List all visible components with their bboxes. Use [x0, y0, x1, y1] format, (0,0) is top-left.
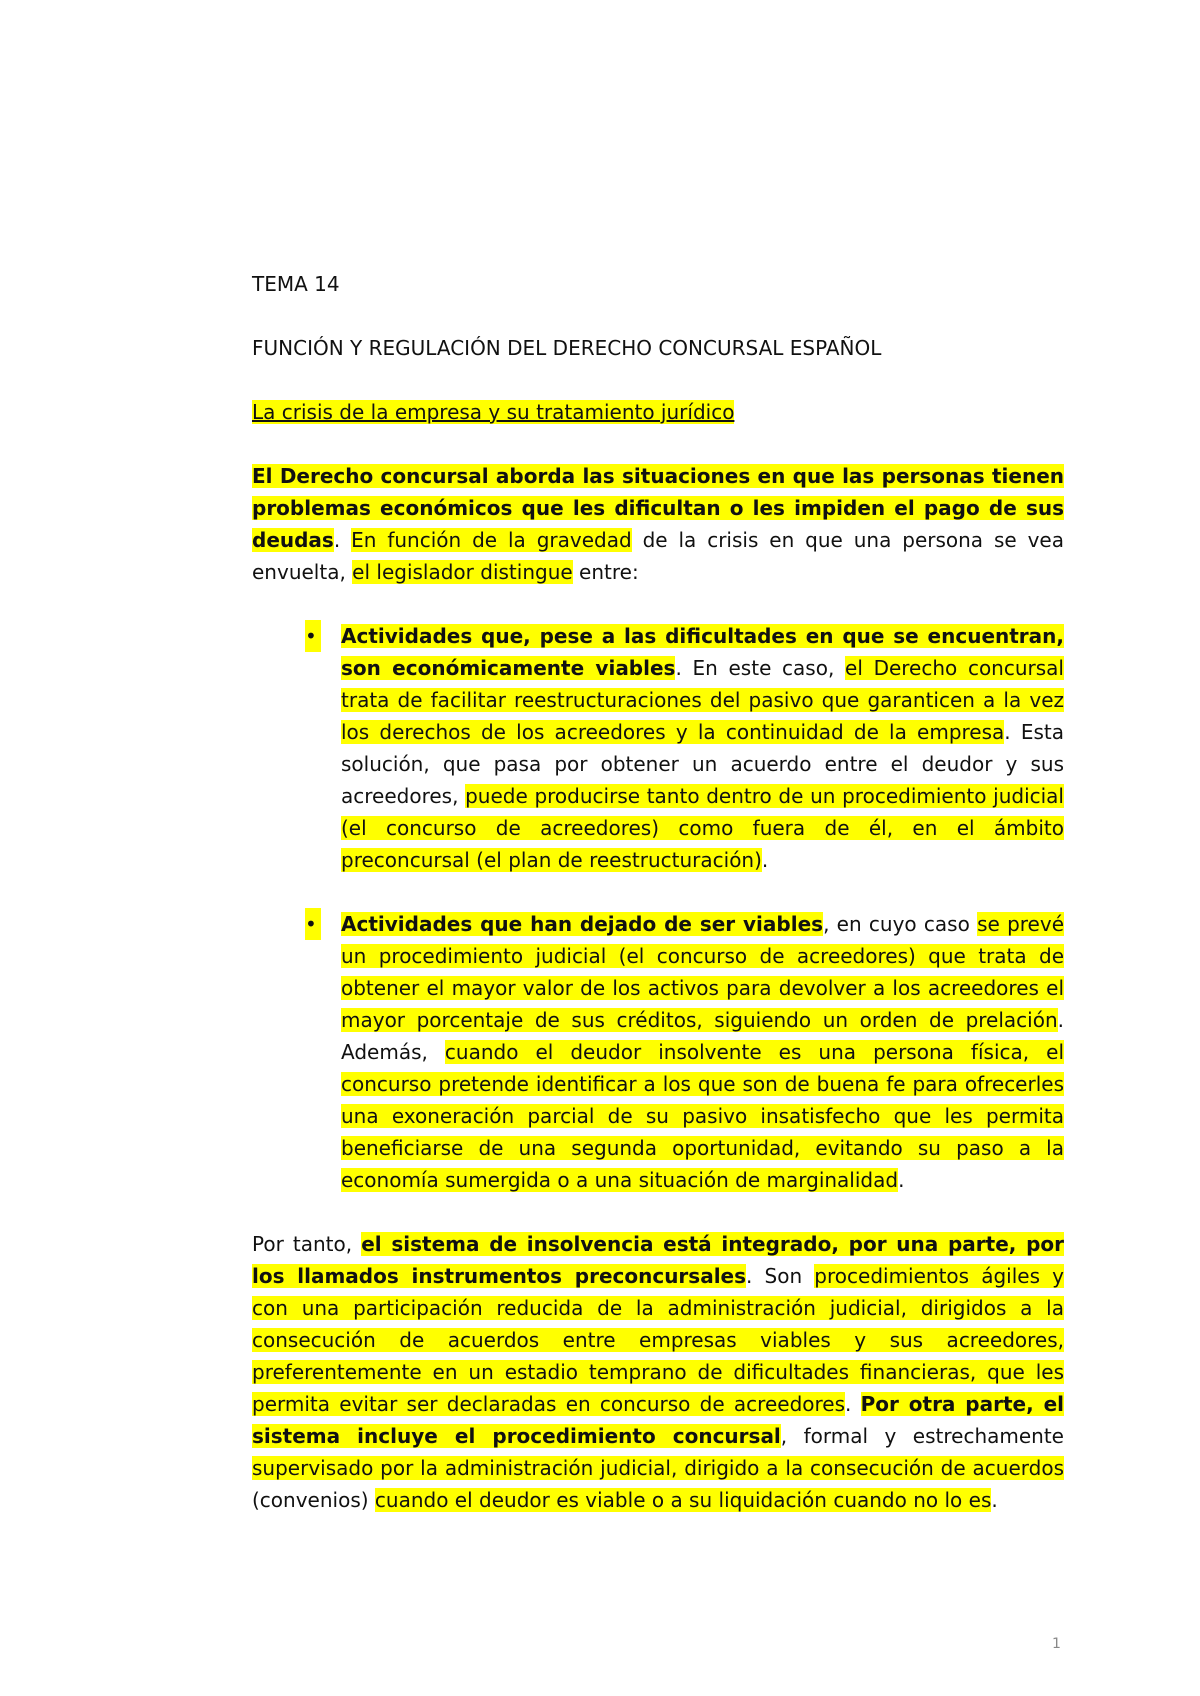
bullet-list [252, 620, 1064, 1196]
intro-text: de la crisis en que una persona se vea envuelta, [252, 528, 1064, 584]
bullet-icon: • [305, 620, 321, 652]
closing-text: Por tanto, [252, 1232, 362, 1256]
intro-text: entre: [572, 560, 639, 584]
closing-text: . Son [746, 1264, 815, 1288]
document-title: TEMA 14 [252, 272, 340, 296]
bullet-icon: • [305, 908, 321, 940]
bullet-highlight: cuando el deudor insolvente es una persona física, el concurso pretende identificar a los que son de buena fe para ofrecerles una exoneración parcial de su pasivo insatisfecho que les permita beneficiarse de una segunda oportunidad, evitando su paso a la economía sumergida o a una situación de marginalidad [341, 1040, 1065, 1192]
bullet-text: . En este caso, [675, 656, 846, 680]
closing-bold-highlight: el sistema de insolvencia está integrado, por una parte, por los llamados instrumentos preconcursales [252, 1232, 1064, 1288]
closing-paragraph [252, 1228, 1064, 1516]
closing-highlight: procedimientos ágiles y con una participación reducida de la administración judicial, dirigidos a la consecución de acuerdos entre empresas viables y sus acreedores, preferentemente en un estadio temprano de dificultades financieras, que les permita evitar ser declaradas en concurso de acreedores [252, 1264, 1064, 1416]
bullet-text: . Además, [341, 1008, 1064, 1064]
intro-highlight: En función de la gravedad [351, 528, 632, 552]
bullet-text: . Esta solución, que pasa por obtener un acuerdo entre el deudor y sus acreedores, [341, 720, 1064, 808]
bullet-bold-highlight: Actividades que han dejado de ser viables [341, 912, 824, 936]
intro-highlight: el legislador distingue [352, 560, 573, 584]
closing-highlight: supervisado por la administración judicial, dirigido a la consecución de acuerdos [252, 1456, 1064, 1480]
closing-highlight: cuando el deudor es viable o a su liquidación cuando no lo es [374, 1488, 992, 1512]
intro-text: . [333, 528, 352, 552]
bullet-text: . [898, 1168, 905, 1192]
bullet-bold-highlight: Actividades que, pese a las dificultades en que se encuentran, son económicamente viables [341, 624, 1064, 680]
section-heading-text: La crisis de la empresa y su tratamiento jurídico [252, 400, 735, 424]
closing-text: (convenios) [252, 1488, 375, 1512]
intro-bold-highlight: El Derecho concursal aborda las situaciones en que las personas tienen problemas económicos que les dificultan o les impiden el pago de sus deudas [252, 464, 1064, 552]
bullet-highlight: el Derecho concursal trata de facilitar reestructuraciones del pasivo que garanticen a la vez los derechos de los acreedores y la continuidad de la empresa [341, 656, 1064, 744]
closing-text: , formal y estrechamente [780, 1424, 1064, 1448]
bullet-highlight: se prevé un procedimiento judicial (el concurso de acreedores) que trata de obtener el mayor valor de los activos para devolver a los acreedores el mayor porcentaje de sus créditos, siguiendo un orden de prelación [341, 912, 1065, 1032]
bullet-text: . [761, 848, 769, 872]
document-body [252, 268, 1064, 1548]
document-subtitle: FUNCIÓN Y REGULACIÓN DEL DERECHO CONCURSAL ESPAÑOL [252, 336, 882, 360]
closing-text: . [991, 1488, 998, 1512]
bullet-item-viable [305, 620, 1064, 876]
bullet-item-non-viable [305, 908, 1065, 1196]
page-number: 1 [1052, 1636, 1061, 1652]
bullet-highlight: puede producirse tanto dentro de un procedimiento judicial (el concurso de acreedores) como fuera de él, en el ámbito preconcursal (el plan de reestructuración) [341, 784, 1064, 872]
closing-bold-highlight: Por otra parte, el sistema incluye el procedimiento concursal [252, 1392, 1064, 1448]
section-heading [252, 396, 1064, 428]
bullet-text: , en cuyo caso [823, 912, 978, 936]
intro-paragraph [252, 460, 1064, 588]
closing-text: . [845, 1392, 861, 1416]
